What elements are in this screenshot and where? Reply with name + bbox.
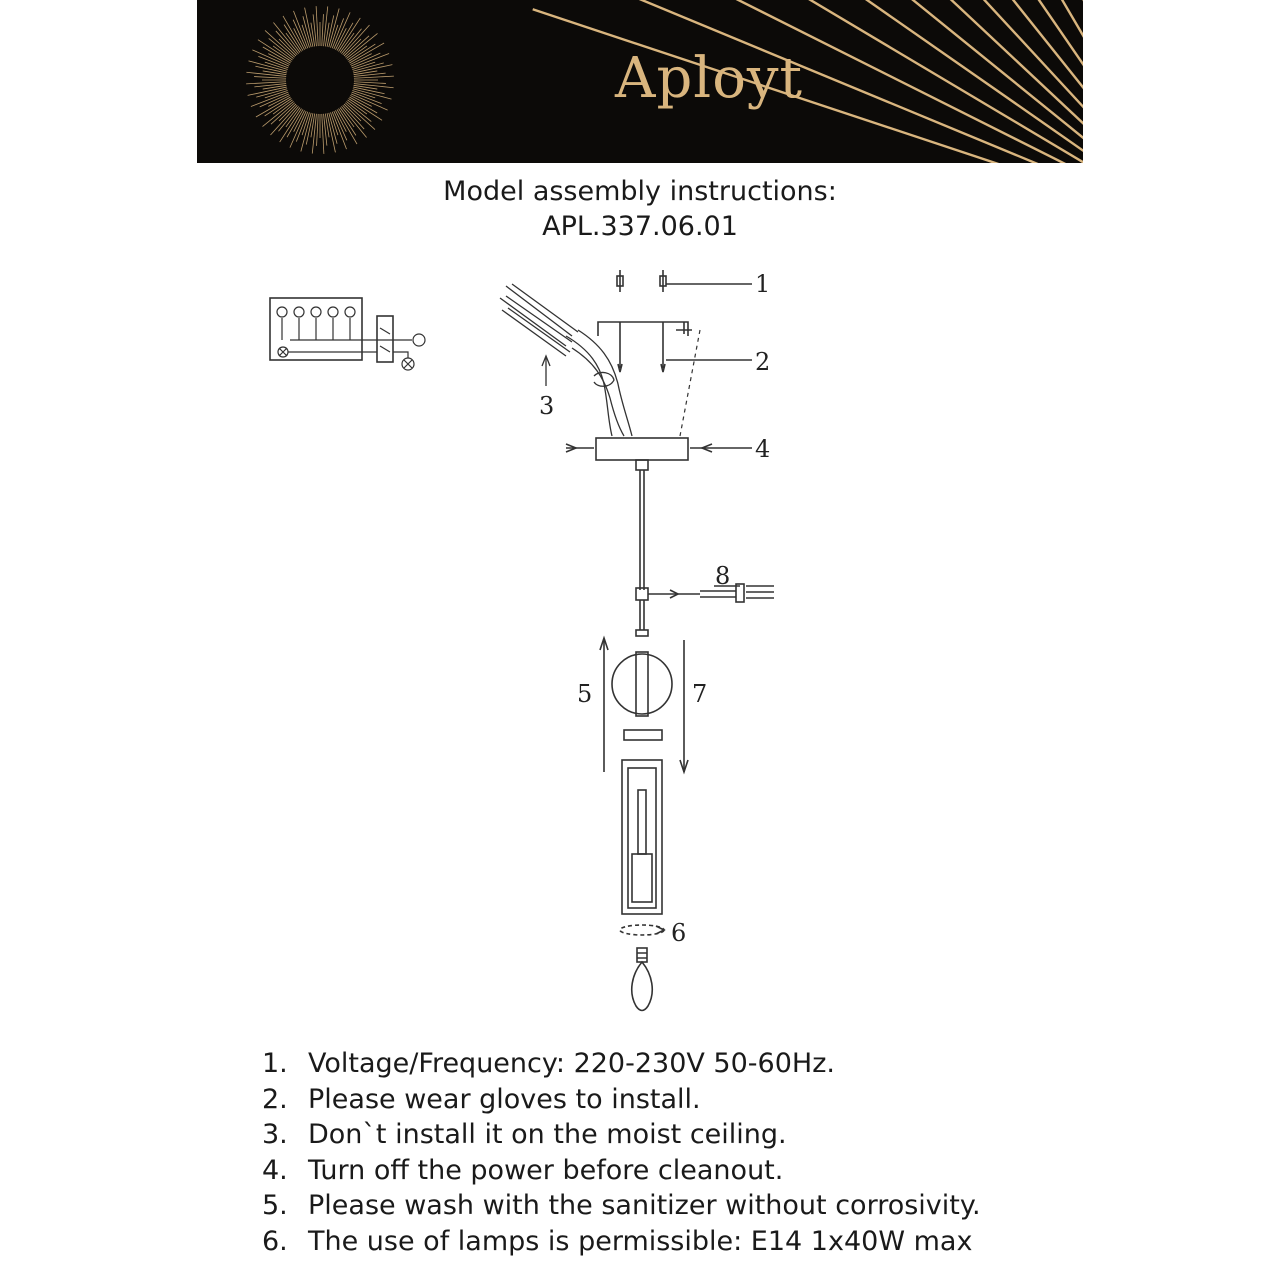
sun-icon [246, 6, 394, 154]
instruction-item: 1. Voltage/Frequency: 220-230V 50-60Hz. [262, 1048, 835, 1079]
mounting-bracket [598, 322, 752, 372]
lamp-body [622, 760, 662, 914]
instruction-item: 3. Don`t install it on the moist ceiling. [262, 1119, 787, 1150]
part-label-8: 8 [715, 562, 731, 590]
instruction-item: 6. The use of lamps is permissible: E14 1x40W max [262, 1225, 973, 1257]
wire-connectors [500, 284, 632, 436]
guide-line [680, 330, 700, 436]
suspension-cable [640, 470, 644, 590]
ceiling-screws [617, 270, 752, 292]
rotation-indicator [620, 925, 664, 935]
wiring-terminal-diagram [270, 298, 425, 370]
brand-banner [197, 0, 1083, 163]
part-label-1: 1 [755, 270, 771, 298]
instruction-item: 5. Please wash with the sanitizer without corrosivity. [262, 1190, 981, 1221]
part-label-3: 3 [539, 392, 555, 420]
page-title: Model assembly instructions: [443, 176, 837, 207]
cable-adjuster [636, 584, 774, 602]
instruction-list [262, 1046, 981, 1259]
model-number: APL.337.06.01 [542, 211, 738, 242]
part-label-4: 4 [755, 435, 771, 463]
part-label-2: 2 [755, 348, 771, 376]
canopy [566, 438, 752, 470]
part-label-5: 5 [577, 680, 593, 708]
assembly-diagram [0, 250, 1280, 1020]
rod-nut [636, 630, 648, 636]
instruction-item: 2. Please wear gloves to install. [262, 1083, 701, 1115]
part-label-6: 6 [671, 919, 687, 947]
bulb-icon [632, 948, 653, 1011]
lower-rod [640, 600, 644, 630]
brand-name: Aployt [615, 46, 804, 111]
instruction-item: 4. Turn off the power before cleanout. [262, 1154, 784, 1186]
glass-shade [600, 638, 688, 772]
part-label-7: 7 [692, 680, 708, 708]
